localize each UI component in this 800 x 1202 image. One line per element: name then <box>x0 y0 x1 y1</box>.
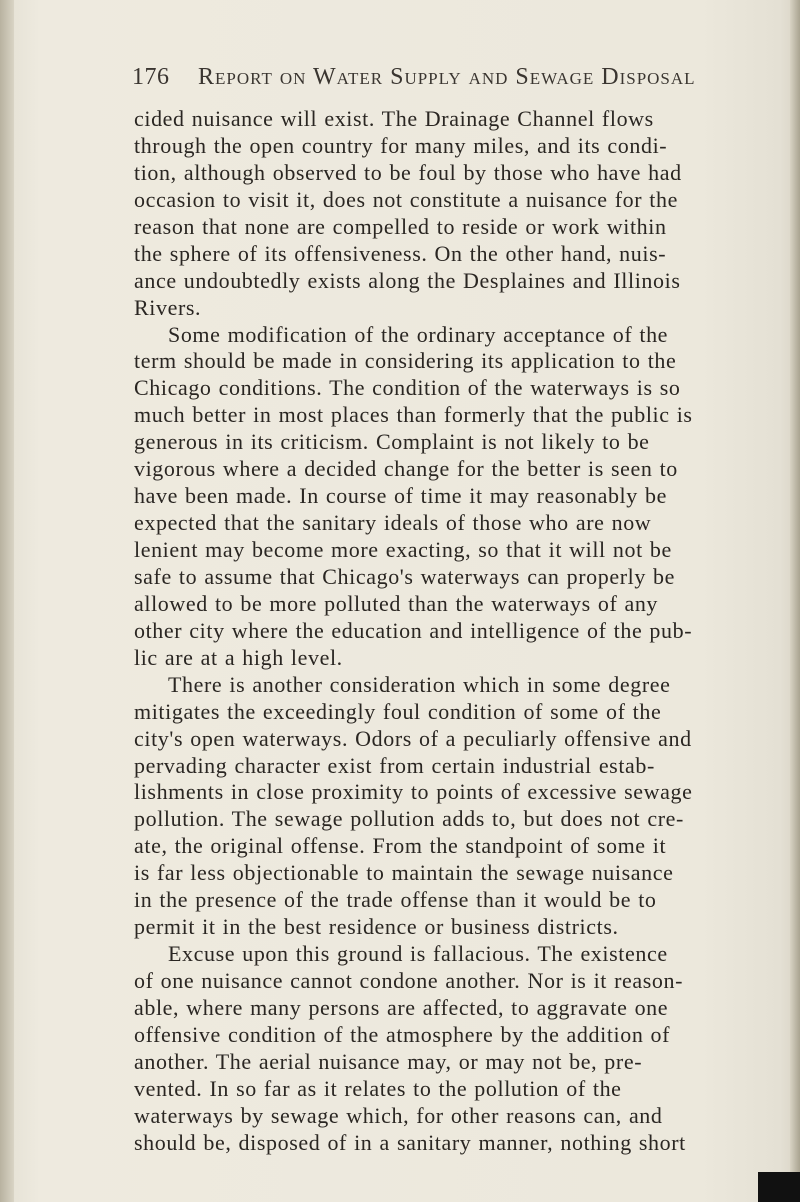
text-line: of one nuisance cannot condone another. Nor is it reason- <box>134 968 684 993</box>
text-line: lenient may become more exacting, so that it will not be <box>134 537 672 562</box>
text-line: vented. In so far as it relates to the pollution of the <box>134 1075 622 1101</box>
text-line: Some modification of the ordinary acceptance of the <box>168 321 669 347</box>
text-line: able, where many persons are affected, to aggravate one <box>134 994 669 1020</box>
running-head <box>132 64 772 96</box>
text-line: have been made. In course of time it may reasonably be <box>134 483 667 509</box>
text-line: lic are at a high level. <box>134 644 343 670</box>
text-line: There is another consideration which in some degree <box>168 671 671 697</box>
text-line: tion, although observed to be foul by those who have had <box>134 159 682 185</box>
text-line: other city where the education and intelligence of the pub- <box>134 617 693 643</box>
text-line: pervading character exist from certain industrial estab- <box>134 752 655 778</box>
text-line: lishments in close proximity to points of excessive sewage <box>134 779 693 805</box>
text-line: term should be made in considering its application to the <box>134 348 677 374</box>
text-line: expected that the sanitary ideals of those who are now <box>134 510 652 536</box>
text-line: cided nuisance will exist. The Drainage Channel flows <box>134 106 654 131</box>
text-line: waterways by sewage which, for other reasons can, and <box>134 1102 663 1128</box>
text-line: the sphere of its offensiveness. On the other hand, nuis- <box>134 240 667 266</box>
text-line: offensive condition of the atmosphere by the addition of <box>134 1021 671 1047</box>
text-line: occasion to visit it, does not constitute a nuisance for the <box>134 186 678 212</box>
text-line: pollution. The sewage pollution adds to, but does not cre- <box>134 806 684 832</box>
page-number: 176 <box>132 64 170 90</box>
text-line: generous in its criticism. Complaint is not likely to be <box>134 429 650 455</box>
running-head-title: Report on Water Supply and Sewage Disposal <box>198 64 696 90</box>
page-edge-shadow <box>790 0 800 1202</box>
text-line: in the presence of the trade offense than it would be to <box>134 887 657 913</box>
text-line: city's open waterways. Odors of a peculiarly offensive and <box>134 725 692 751</box>
text-line: ance undoubtedly exists along the Desplaines and Illinois <box>134 267 681 293</box>
page-binding-shadow <box>0 0 14 1202</box>
text-line: safe to assume that Chicago's waterways can properly be <box>134 563 676 589</box>
text-line: Rivers. <box>134 294 202 320</box>
text-line: through the open country for many miles, and its condi- <box>134 132 668 158</box>
scan-corner-mark <box>758 1172 800 1202</box>
text-line: another. The aerial nuisance may, or may not be, pre- <box>134 1048 643 1074</box>
text-line: should be, disposed of in a sanitary manner, nothing short <box>134 1129 686 1155</box>
text-line: mitigates the exceedingly foul condition of some of the <box>134 698 662 724</box>
text-line: permit it in the best residence or business districts. <box>134 914 619 940</box>
text-line: allowed to be more polluted than the waterways of any <box>134 590 659 616</box>
text-line: reason that none are compelled to reside or work within <box>134 213 667 239</box>
text-line: is far less objectionable to maintain the sewage nuisance <box>134 860 674 886</box>
body-text <box>134 106 784 1157</box>
text-line: much better in most places than formerly that the public is <box>134 402 693 428</box>
text-line: Excuse upon this ground is fallacious. The existence <box>168 941 668 967</box>
text-line: ate, the original offense. From the standpoint of some it <box>134 833 667 859</box>
text-line: Chicago conditions. The condition of the waterways is so <box>134 375 681 401</box>
text-line: vigorous where a decided change for the better is seen to <box>134 456 678 482</box>
